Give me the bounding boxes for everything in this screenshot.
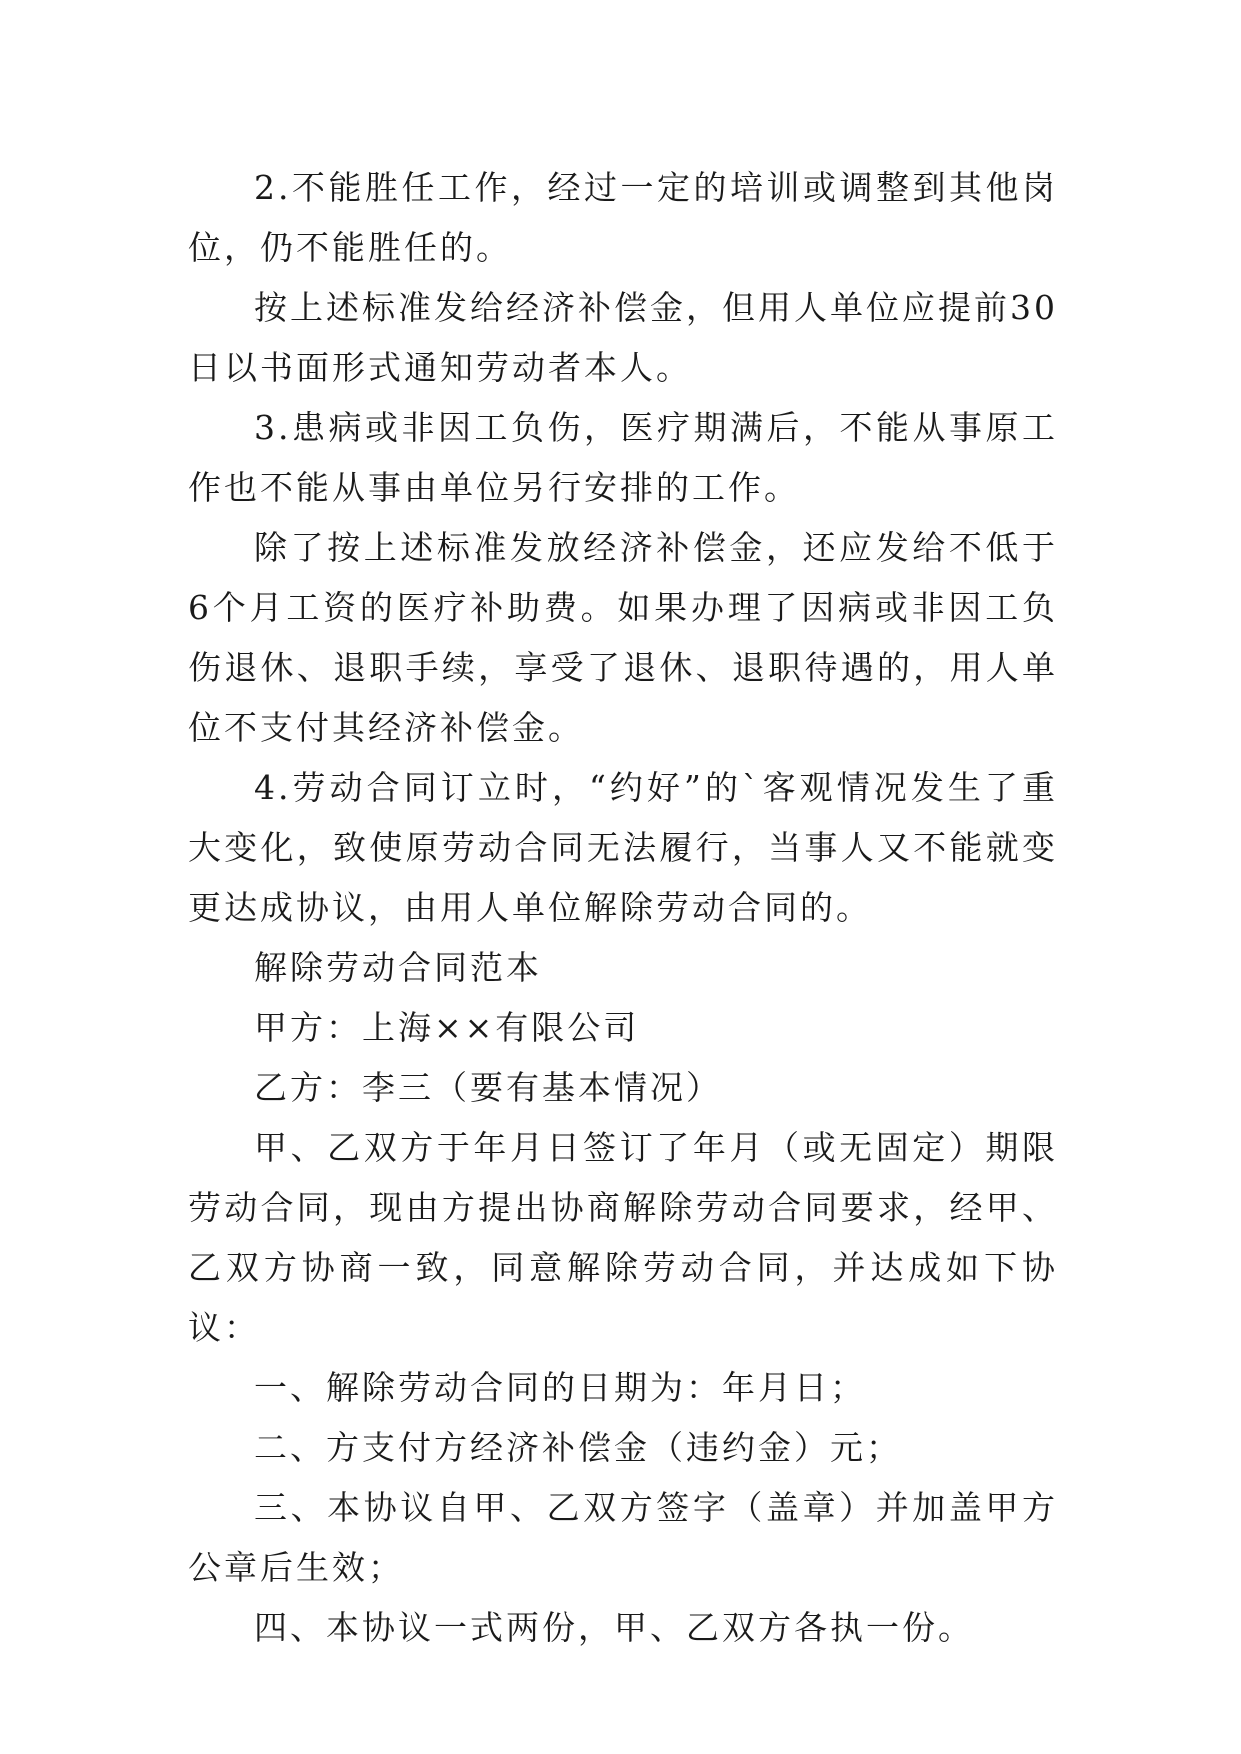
paragraph-medical-subsidy: 除了按上述标准发放经济补偿金，还应发给不低于6个月工资的医疗补助费。如果办理了因病或非因工负伤退休、退职手续，享受了退休、退职待遇的，用人单位不支付其经济补偿金。 [188, 528, 1058, 747]
agreement-item-4: 四、本协议一式两份，甲、乙双方各执一份。 [254, 1608, 974, 1647]
paragraph-clause-3: 3.患病或非因工负伤，医疗期满后，不能从事原工作也不能从事由单位另行安排的工作。 [188, 408, 1058, 507]
paragraph-notice-30-days: 按上述标准发给经济补偿金，但用人单位应提前30日以书面形式通知劳动者本人。 [188, 288, 1058, 387]
agreement-item-2: 二、方支付方经济补偿金（违约金）元； [254, 1428, 902, 1467]
agreement-item-1: 一、解除劳动合同的日期为：年月日； [254, 1368, 866, 1407]
party-b: 乙方：李三（要有基本情况） [254, 1068, 722, 1107]
paragraph-clause-4: 4.劳动合同订立时，“约好”的`客观情况发生了重大变化，致使原劳动合同无法履行，当事人又不能就变更达成协议，由用人单位解除劳动合同的。 [188, 768, 1058, 927]
paragraph-clause-2: 2.不能胜任工作，经过一定的培训或调整到其他岗位，仍不能胜任的。 [188, 168, 1058, 267]
party-a: 甲方：上海××有限公司 [254, 1008, 640, 1047]
paragraph-agreement-intro: 甲、乙双方于年月日签订了年月（或无固定）期限劳动合同，现由方提出协商解除劳动合同要求，经甲、乙双方协商一致，同意解除劳动合同，并达成如下协议： [188, 1128, 1058, 1347]
template-title: 解除劳动合同范本 [254, 948, 542, 987]
document-body [188, 158, 1058, 1658]
agreement-item-3: 三、本协议自甲、乙双方签字（盖章）并加盖甲方公章后生效； [188, 1488, 1058, 1587]
